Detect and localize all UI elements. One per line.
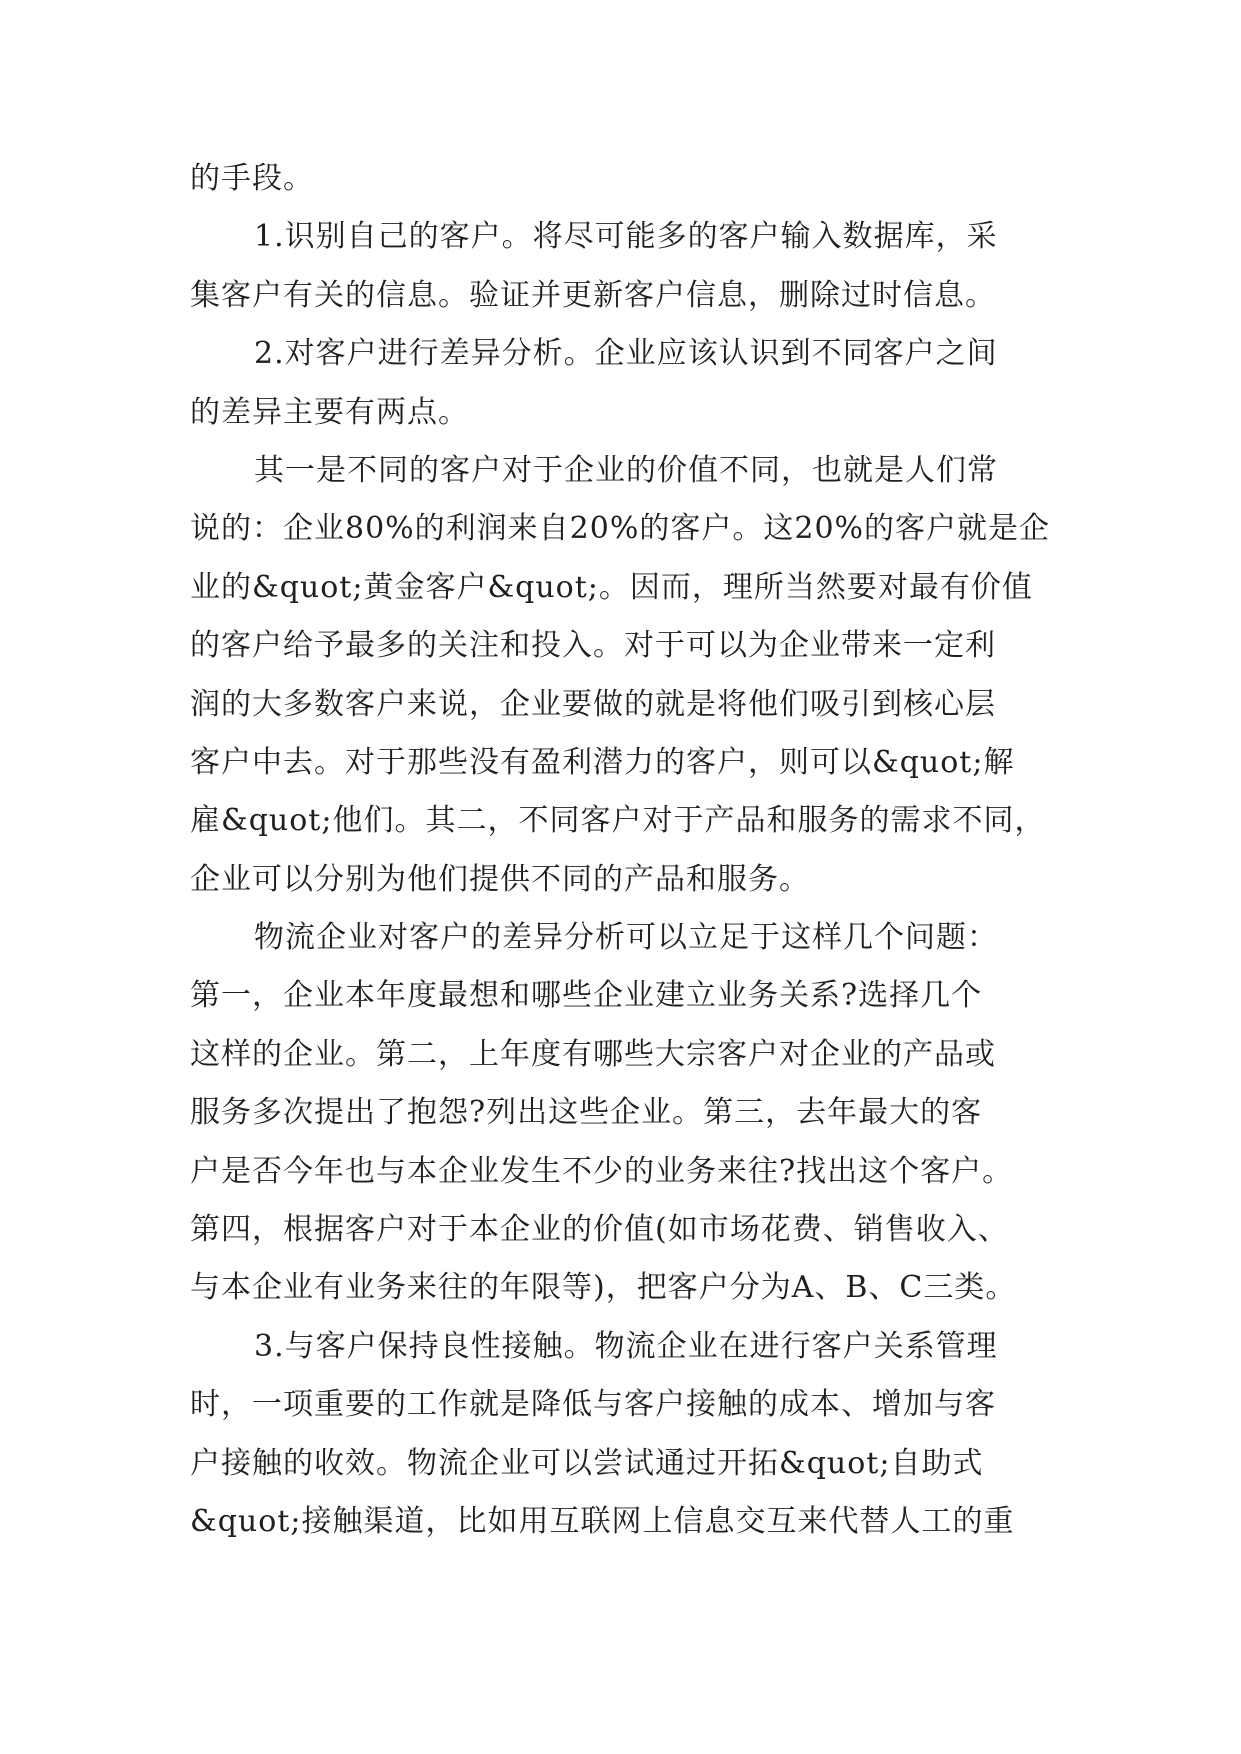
- text-line: 集客户有关的信息。验证并更新客户信息，删除过时信息。: [190, 277, 996, 313]
- text-line: 2.对客户进行差异分析。企业应该认识到不同客户之间: [254, 336, 998, 372]
- text-line: 的手段。: [190, 161, 314, 196]
- text-line: 业的&quot;黄金客户&quot;。因而，理所当然要对最有价值: [190, 569, 1033, 605]
- text-line: 与本企业有业务来往的年限等)，把客户分为A、B、C三类。: [190, 1270, 1017, 1306]
- text-line: 说的：企业80%的利润来自20%的客户。这20%的客户就是企: [190, 511, 1051, 547]
- text-line: 这样的企业。第二，上年度有哪些大宗客户对企业的产品或: [190, 1036, 996, 1072]
- text-line: 户是否今年也与本企业发生不少的业务来往?找出这个客户。: [190, 1153, 1014, 1189]
- text-line: 雇&quot;他们。其二，不同客户对于产品和服务的需求不同，: [190, 803, 1046, 839]
- text-line: 第四，根据客户对于本企业的价值(如市场花费、销售收入、: [190, 1212, 1009, 1248]
- document-body: [190, 150, 1070, 1551]
- text-line: 3.与客户保持良性接触。物流企业在进行客户关系管理: [254, 1328, 998, 1364]
- text-line: 润的大多数客户来说，企业要做的就是将他们吸引到核心层: [190, 686, 996, 722]
- text-line: 客户中去。对于那些没有盈利潜力的客户，则可以&quot;解: [190, 744, 1015, 780]
- text-line: 物流企业对客户的差异分析可以立足于这样几个问题：: [254, 920, 998, 956]
- text-line: 的差异主要有两点。: [190, 394, 469, 430]
- text-line: 第一，企业本年度最想和哪些企业建立业务关系?选择几个: [190, 978, 983, 1014]
- text-line: 的客户给予最多的关注和投入。对于可以为企业带来一定利: [190, 628, 996, 664]
- text-line: 其一是不同的客户对于企业的价值不同，也就是人们常: [254, 452, 998, 488]
- text-line: 服务多次提出了抱怨?列出这些企业。第三，去年最大的客: [190, 1095, 983, 1131]
- text-line: 户接触的收效。物流企业可以尝试通过开拓&quot;自助式: [190, 1445, 984, 1481]
- text-line: &quot;接触渠道，比如用互联网上信息交互来代替人工的重: [190, 1503, 1015, 1539]
- text-line: 企业可以分别为他们提供不同的产品和服务。: [190, 861, 810, 897]
- text-line: 时，一项重要的工作就是降低与客户接触的成本、增加与客: [190, 1387, 996, 1423]
- text-line: 1.识别自己的客户。将尽可能多的客户输入数据库，采: [254, 219, 998, 255]
